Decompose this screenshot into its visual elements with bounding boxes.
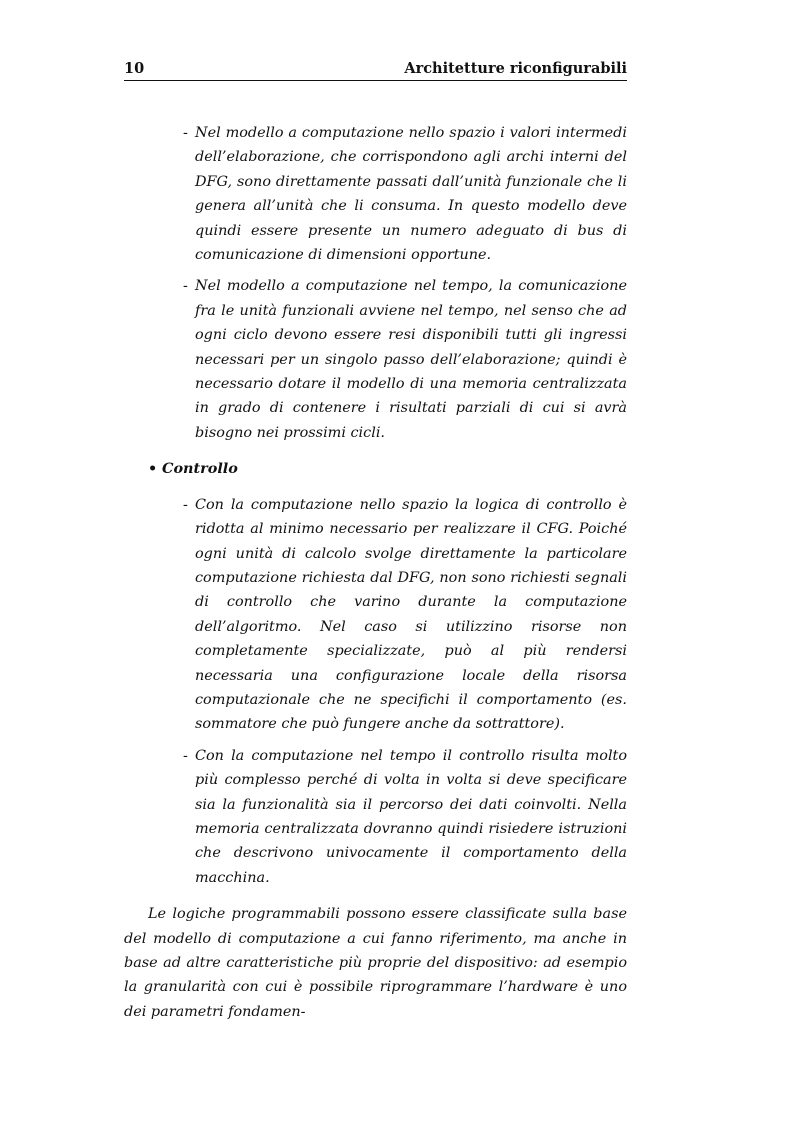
bullet-heading [124,457,627,481]
list-item-text: Con la computazione nel tempo il controllo risulta molto più complesso perché di volta in volta si deve specificare sia la funzionalità sia il percorso dei dati coinvolti. Nella memoria centralizzata dovranno quindi risiedere istruzioni che descrivono univocamente il comportamento della macchina. [195,747,627,886]
dash-marker: - [183,747,188,764]
dash-marker: - [183,496,188,513]
bullet-heading-text: Controllo [162,460,238,478]
list-item [124,493,627,737]
page-header [124,58,627,81]
body-paragraph: Le logiche programmabili possono essere classificate sulla base del modello di computazione a cui fanno riferimento, ma anche in base ad altre caratteristiche più proprie del dispositivo: ad esempio la granularità con cui è possibile riprogrammare l’hardware è uno dei parametri fondamen- [124,906,627,1020]
running-title: Architetture riconfigurabili [404,60,627,77]
dash-marker: - [183,278,188,295]
list-item [124,274,627,445]
list-item-text: Nel modello a computazione nel tempo, la comunicazione fra le unità funzionali avviene nel tempo, nel senso che ad ogni ciclo devono essere resi disponibili tutti gli ingressi necessari per un singolo passo dell’elaborazione; quindi è necessario dotare il modello di una memoria centralizzata in grado di contenere i risultati parziali di cui si avrà bisogno nei prossimi cicli. [195,278,627,441]
list-item-text: Con la computazione nello spazio la logica di controllo è ridotta al minimo necessario per realizzare il CFG. Poiché ogni unità di calcolo svolge direttamente la particolare computazione richiesta dal DFG, non sono richiesti segnali di controllo che varino durante la computazione dell’algoritmo. Nel caso si utilizzino risorse non completamente specializzate, può al più rendersi necessaria una configurazione locale della risorsa computazionale che ne specifichi il comportamento (es. sommatore che può fungere anche da sottrattore). [195,496,627,733]
list-item [124,744,627,890]
dash-marker: - [183,125,188,141]
list-item [124,121,627,267]
page-number: 10 [124,60,145,77]
list-item-text: Nel modello a computazione nello spazio i valori intermedi dell’elaborazione, che corrispondono agli archi interni del DFG, sono direttamente passati dall’unità funzionale che li genera all’unità che li consuma. In questo modello deve quindi essere presente un numero adeguato di bus di comunicazione di dimensioni opportune. [195,125,627,264]
page-body [124,121,627,1039]
bullet-icon: • [148,460,158,478]
